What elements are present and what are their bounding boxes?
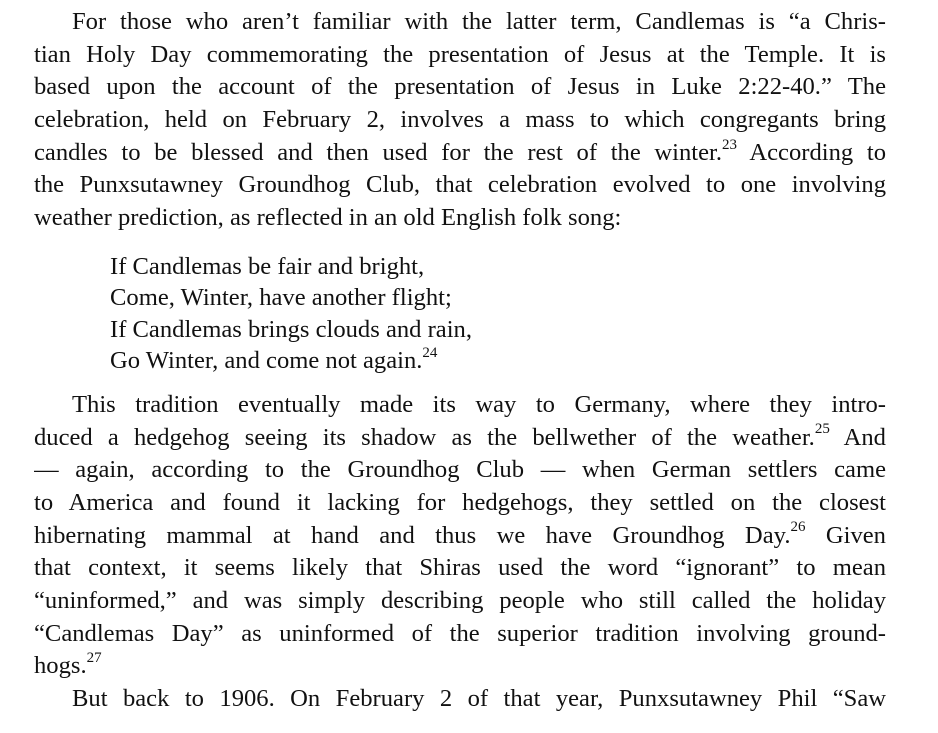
text-line: celebration, held on February 2, involves a mass to which congregants bring — [34, 106, 886, 134]
verse-line: If Candlemas be fair and bright, — [110, 252, 425, 280]
text-segment: candles to be blessed and then used for the rest of the winter. — [34, 138, 723, 166]
verse-line — [110, 345, 886, 377]
text-line — [34, 137, 886, 170]
text-line: tian Holy Day commemorating the presentation of Jesus at the Temple. It is — [34, 40, 886, 68]
paragraph-1 — [34, 6, 886, 235]
text-segment: hogs. — [34, 652, 87, 680]
text-line: — again, according to the Groundhog Club — when German settlers came — [34, 456, 886, 484]
verse-block — [34, 251, 886, 377]
text-segment: And — [829, 423, 886, 451]
footnote-ref-23[interactable]: 23 — [722, 136, 738, 153]
text-line: “uninformed,” and was simply describing people who still called the holiday — [34, 586, 886, 614]
text-line: that context, it seems likely that Shiras used the word “ignorant” to mean — [34, 554, 886, 582]
verse-line: If Candlemas brings clouds and rain, — [110, 315, 472, 343]
text-line — [34, 520, 886, 553]
footnote-ref-25[interactable]: 25 — [814, 421, 830, 438]
text-line: This tradition eventually made its way to Germany, where they intro- — [72, 390, 886, 418]
paragraph-3 — [34, 683, 886, 716]
text-line — [34, 422, 886, 455]
text-segment: hibernating mammal at hand and thus we have Groundhog Day. — [34, 521, 791, 549]
verse-line: Come, Winter, have another flight; — [110, 284, 452, 312]
text-segment: Go Winter, and come not again. — [110, 347, 423, 375]
text-line: “Candlemas Day” as uninformed of the superior tradition involving ground- — [34, 619, 886, 647]
text-line — [34, 650, 886, 683]
text-segment: Given — [805, 521, 886, 549]
text-segment: duced a hedgehog seeing its shadow as the bellwether of the weather. — [34, 423, 815, 451]
text-line: the Punxsutawney Groundhog Club, that celebration evolved to one involving — [34, 171, 886, 199]
document-page — [34, 6, 886, 716]
text-line: But back to 1906. On February 2 of that year, Punxsutawney Phil “Saw — [72, 685, 886, 712]
paragraph-2 — [34, 389, 886, 683]
footnote-ref-27[interactable]: 27 — [86, 650, 102, 667]
footnote-ref-24[interactable]: 24 — [422, 345, 438, 362]
text-segment: According to — [737, 138, 886, 166]
footnote-ref-26[interactable]: 26 — [790, 519, 806, 536]
text-line: For those who aren’t familiar with the latter term, Candlemas is “a Chris- — [72, 8, 886, 35]
text-line: weather prediction, as reflected in an old English folk song: — [34, 204, 622, 232]
text-line: to America and found it lacking for hedgehogs, they settled on the closest — [34, 488, 886, 516]
text-line: based upon the account of the presentation of Jesus in Luke 2:22-40.” The — [34, 73, 886, 101]
